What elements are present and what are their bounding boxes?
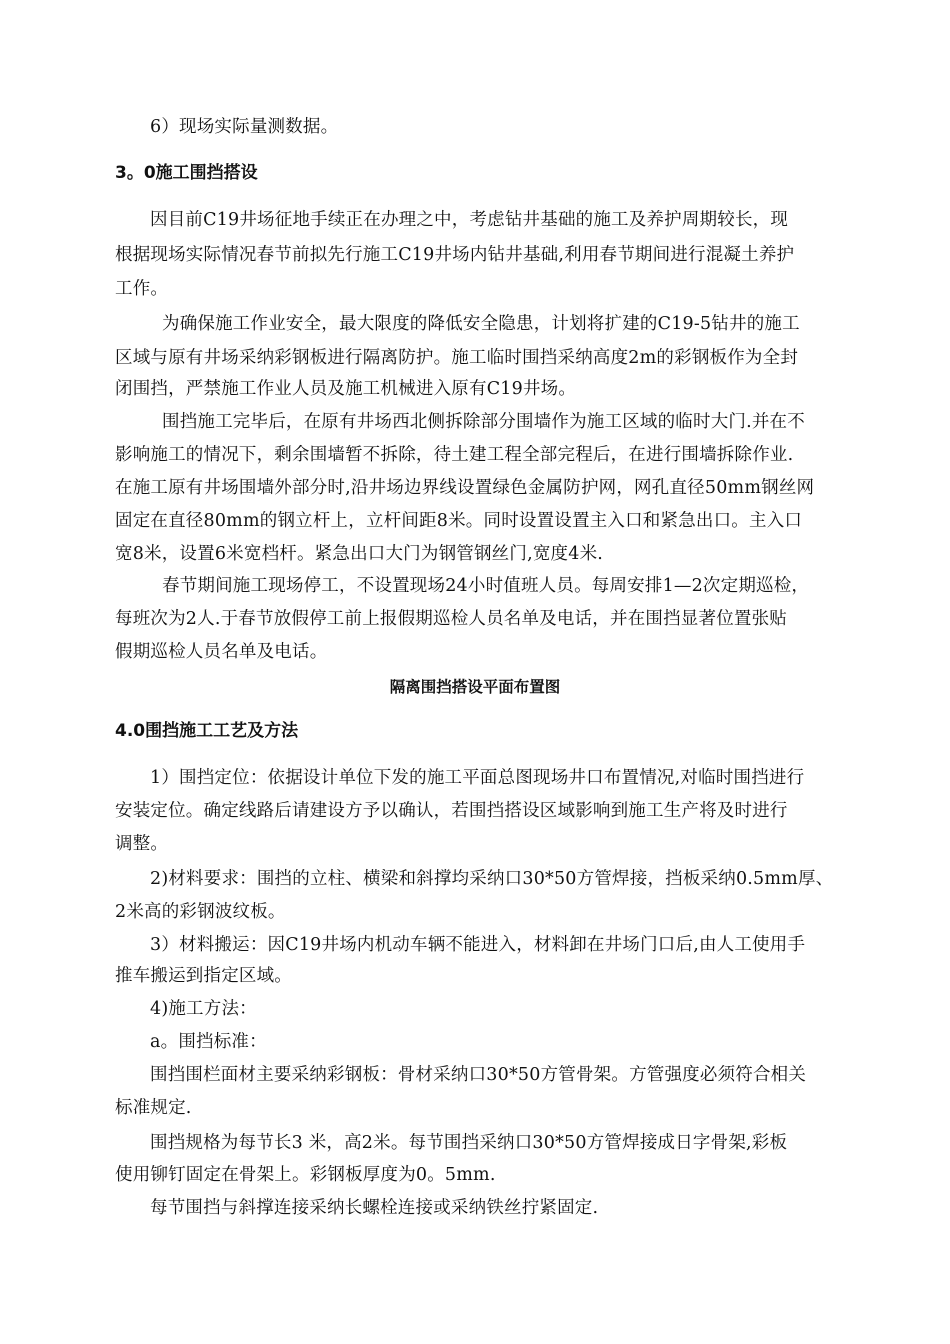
paragraph-line: 影响施工的情况下，剩余围墙暂不拆除，待土建工程全部完程后，在进行围墙拆除作业. [115, 445, 794, 465]
paragraph-line: 围挡围栏面材主要采纳彩钢板：骨材采纳口30*50方管骨架。方管强度必须符合相关 [150, 1065, 807, 1085]
paragraph-line: 2米高的彩钢波纹板。 [115, 902, 286, 922]
paragraph-line: 为确保施工作业安全，最大限度的降低安全隐患，计划将扩建的C19-5钻井的施工 [162, 314, 800, 334]
paragraph-line: a。围挡标准： [150, 1032, 267, 1052]
paragraph-line: 安装定位。确定线路后请建设方予以确认，若围挡搭设区域影响到施工生产将及时进行 [115, 801, 788, 821]
paragraph-line: 围挡施工完毕后，在原有井场西北侧拆除部分围墙作为施工区域的临时大门.并在不 [162, 412, 805, 432]
paragraph-line: 根据现场实际情况春节前拟先行施工C19井场内钻井基础,利用春节期间进行混凝土养护 [115, 245, 795, 265]
paragraph-line: 春节期间施工现场停工，不设置现场24小时值班人员。每周安排1—2次定期巡检， [162, 576, 810, 596]
paragraph-line: 在施工原有井场围墙外部分时,沿井场边界线设置绿色金属防护网，网孔直径50mm钢丝网 [115, 478, 815, 498]
paragraph-line: 宽8米，设置6米宽档杆。紧急出口大门为钢管钢丝门,宽度4米. [115, 544, 604, 564]
paragraph-line: 每节围挡与斜撑连接采纳长螺栓连接或采纳铁丝拧紧固定. [150, 1198, 599, 1218]
paragraph-line: 3）材料搬运：因C19井场内机动车辆不能进入，材料卸在井场门口后,由人工使用手 [150, 935, 806, 955]
section-heading-4: 4.0围挡施工工艺及方法 [115, 721, 299, 741]
paragraph-line: 推车搬运到指定区域。 [115, 966, 292, 986]
paragraph-line: 假期巡检人员名单及电话。 [115, 642, 328, 662]
paragraph-line: 区域与原有井场采纳彩钢板进行隔离防护。施工临时围挡采纳高度2m的彩钢板作为全封 [115, 348, 799, 368]
paragraph-line: 因目前C19井场征地手续正在办理之中，考虑钻井基础的施工及养护周期较长，现 [150, 210, 789, 230]
paragraph-line: 使用铆钉固定在骨架上。彩钢板厚度为0。5mm. [115, 1165, 496, 1185]
paragraph-line: 4)施工方法： [150, 999, 257, 1019]
list-item-6: 6）现场实际量测数据。 [150, 117, 339, 137]
paragraph-line: 1）围挡定位：依据设计单位下发的施工平面总图现场井口布置情况,对临时围挡进行 [150, 768, 805, 788]
paragraph-line: 闭围挡，严禁施工作业人员及施工机械进入原有C19井场。 [115, 379, 577, 399]
figure-caption: 隔离围挡搭设平面布置图 [389, 678, 561, 696]
paragraph-line: 每班次为2人.于春节放假停工前上报假期巡检人员名单及电话，并在围挡显著位置张贴 [115, 609, 787, 629]
paragraph-line: 2)材料要求：围挡的立柱、横梁和斜撑均采纳口30*50方管焊接，挡板采纳0.5mm厚、 [150, 869, 834, 889]
paragraph-line: 标准规定. [115, 1098, 192, 1118]
paragraph-line: 工作。 [115, 279, 169, 299]
section-heading-3: 3。0施工围挡搭设 [115, 163, 258, 183]
paragraph-line: 固定在直径80mm的钢立杆上，立杆间距8米。同时设置设置主入口和紧急出口。主入口 [115, 511, 803, 531]
paragraph-line: 调整。 [115, 834, 169, 854]
paragraph-line: 围挡规格为每节长3 米，高2米。每节围挡采纳口30*50方管焊接成日字骨架,彩板 [150, 1133, 788, 1153]
